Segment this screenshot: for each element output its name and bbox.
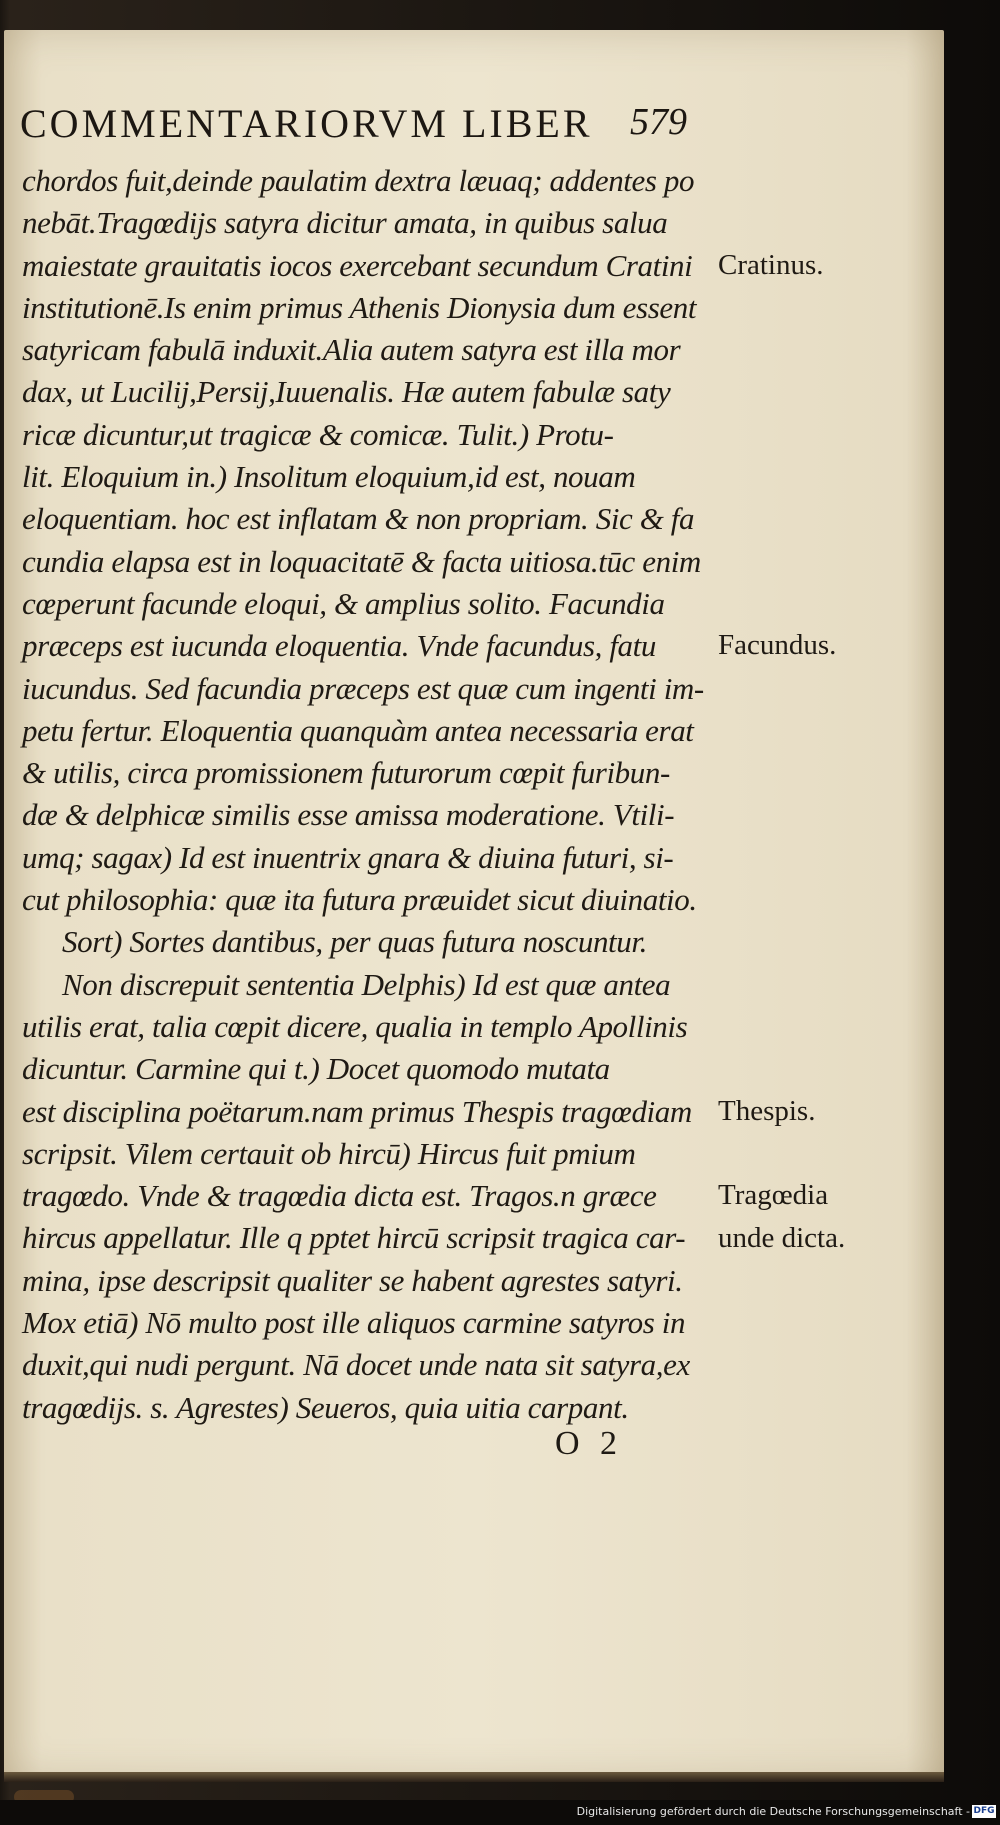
margin-note: unde dicta.	[718, 1221, 846, 1254]
text-line: duxit,qui nudi pergunt. Nā docet unde nata sit satyra,ex	[22, 1347, 690, 1383]
text-line: chordos fuit,deinde paulatim dextra læuaq; addentes po	[22, 163, 695, 198]
text-line: dicuntur. Carmine qui t.) Docet quomodo mutata	[22, 1051, 610, 1087]
text-line: umq; sagax) Id est inuentrix gnara & diuina futuri, si-	[22, 839, 674, 875]
page-bottom-edge	[4, 1772, 944, 1782]
margin-note: Facundus.	[718, 629, 837, 662]
text-line: tragœdo. Vnde & tragœdia dicta est. Tragos.n græce	[22, 1178, 657, 1214]
text-line: eloquentiam. hoc est inflatam & non propriam. Sic & fa	[22, 501, 695, 537]
page-header	[20, 100, 720, 150]
margin-note: Thespis.	[718, 1094, 816, 1127]
folio-number: 579	[630, 101, 687, 143]
text-line: tragœdijs. s. Agrestes) Seueros, quia uitia carpant.	[22, 1389, 629, 1425]
margin-note: Tragœdia	[718, 1179, 829, 1212]
text-line: utilis erat, talia cœpit dicere, qualia in templo Apollinis	[22, 1008, 688, 1044]
text-line: dæ & delphicæ similis esse amissa moderatione. Vtili-	[22, 797, 675, 833]
text-line: nebāt.Tragœdijs satyra dicitur amata, in quibus salua	[22, 205, 668, 241]
text-line: dax, ut Lucilij,Persij,Iuuenalis. Hæ autem fabulæ saty	[22, 374, 671, 410]
text-line: ricæ dicuntur,ut tragicæ & comicæ. Tulit.) Protu-	[22, 416, 614, 452]
text-line: lit. Eloquium in.) Insolitum eloquium,id est, nouam	[22, 459, 636, 495]
text-line: mina, ipse descripsit qualiter se habent agrestes satyri.	[22, 1262, 683, 1298]
text-line: Mox etiā) Nō multo post ille aliquos carmine satyros in	[22, 1305, 686, 1341]
text-line: cœperunt facunde eloqui, & amplius solito. Facundia	[22, 585, 665, 621]
text-line: iucundus. Sed facundia præceps est quæ cum ingenti im-	[22, 670, 704, 706]
text-line: & utilis, circa promissionem futurorum cœpit furibun-	[22, 755, 670, 791]
text-line: præceps est iucunda eloquentia. Vnde facundus, fatu	[22, 628, 656, 664]
text-line: cundia elapsa est in loquacitatē & facta uitiosa.tūc enim	[22, 543, 701, 579]
text-line: satyricam fabulā induxit.Alia autem satyra est illa mor	[22, 332, 681, 368]
text-line: hircus appellatur. Ille q pptet hircū scripsit tragica car-	[22, 1220, 686, 1256]
text-line: est disciplina poëtarum.nam primus Thespis tragœdiam	[22, 1093, 692, 1129]
digitization-strip	[0, 1800, 1000, 1825]
signature-mark: O 2	[555, 1425, 624, 1462]
text-line: Sort) Sortes dantibus, per quas futura noscuntur.	[62, 924, 647, 960]
text-line: maiestate grauitatis iocos exercebant secundum Cratini	[22, 247, 693, 283]
text-line: cut philosophia: quæ ita futura præuidet sicut diuinatio.	[22, 882, 697, 918]
dfg-logo: DFG	[973, 1806, 995, 1816]
text-line: Non discrepuit sententia Delphis) Id est quæ antea	[62, 966, 671, 1002]
text-line: institutionē.Is enim primus Athenis Dionysia dum essent	[22, 289, 697, 325]
running-head: COMMENTARIORVM LIBER	[20, 101, 593, 146]
digitization-credit: Digitalisierung gefördert durch die Deutsche Forschungsgemeinschaft -	[576, 1805, 970, 1818]
main-text-block	[22, 160, 712, 1429]
text-line: scripsit. Vilem certauit ob hircū) Hircus fuit pmium	[22, 1135, 636, 1171]
margin-note: Cratinus.	[718, 248, 824, 281]
text-line: petu fertur. Eloquentia quanquàm antea necessaria erat	[22, 712, 694, 748]
